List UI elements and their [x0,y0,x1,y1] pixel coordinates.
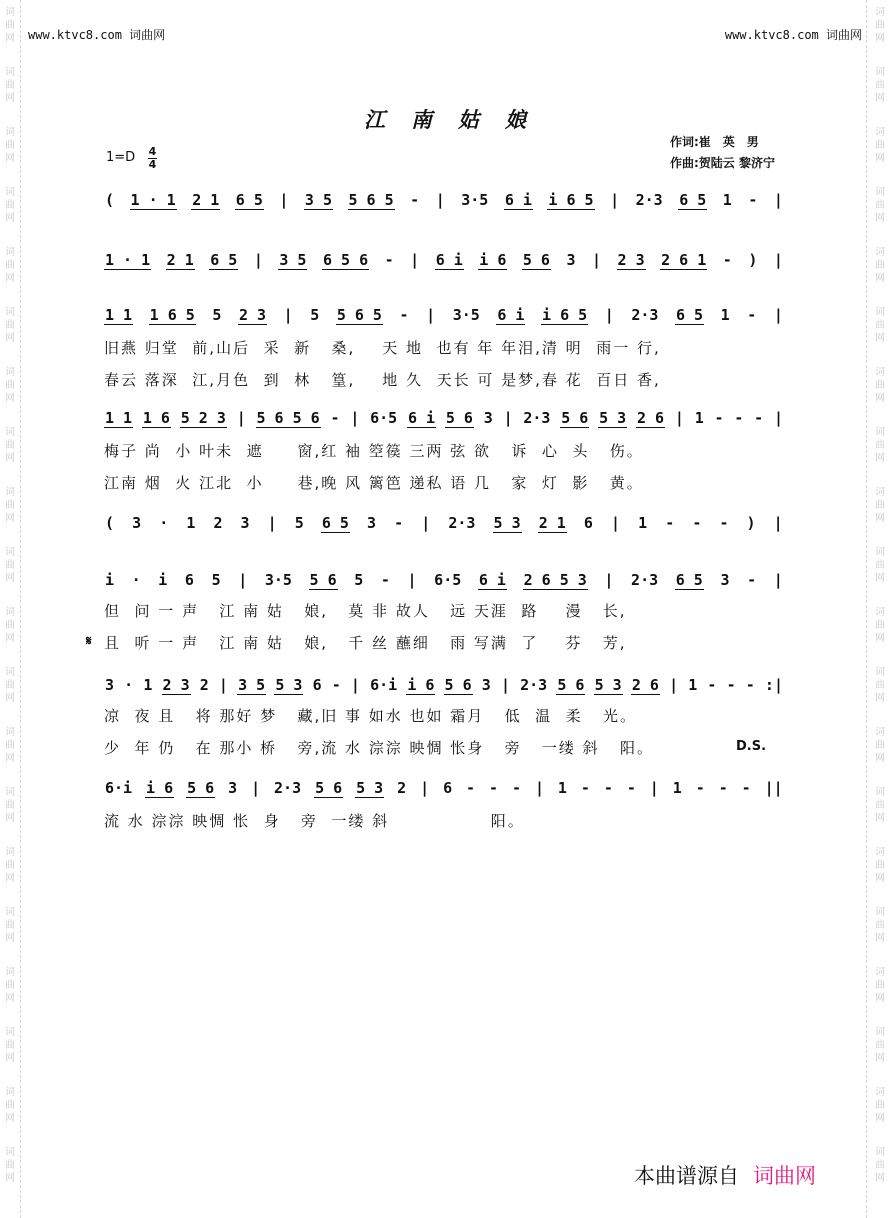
note-group: 5 [294,514,304,532]
barline: | [267,514,277,532]
note-group: 2 6 [637,408,665,427]
watermark-mark: 词 曲 网 [875,727,885,764]
note-group: 3 [240,514,250,532]
watermark-mark: 词 曲 网 [5,847,15,884]
lyricist-credit: 作词:崔 英 男 [670,135,759,149]
note-group: 5 3 [594,675,622,694]
lyric-line: 凉 夜 且 将 那好 梦 藏,旧 事 如水 也如 霜月 低 温 柔 光。 [104,707,637,725]
watermark-mark: 词 曲 网 [875,67,885,104]
notation-row [104,305,784,325]
watermark-mark: 词 曲 网 [875,367,885,404]
note-group: · [159,514,169,532]
watermark-mark: 词 曲 网 [875,1027,885,1064]
note-group: - [745,676,755,694]
note-group: - [741,779,751,797]
watermark-mark: 词 曲 网 [875,907,885,944]
barline: | [773,306,783,324]
song-title: 江南姑娘 [364,107,552,132]
note-group: - [714,409,724,427]
note-group: 5 6 [309,570,337,589]
note-group: 5 6 5 6 [256,408,320,427]
barline: | [611,514,621,532]
note-group: 3 [367,514,377,532]
note-group: 2 3 [238,305,267,324]
note-group: - [695,779,705,797]
watermark-mark: 词 曲 网 [5,247,15,284]
note-group: · [131,571,141,589]
note-group: 6 i [408,408,436,427]
note-group: 6 5 [675,570,703,589]
barline: | [604,306,614,324]
note-group: 5 6 [315,778,343,797]
note-group: 5 [211,571,221,589]
notation-row [104,675,784,695]
barline: | [773,514,783,532]
note-group: - [748,191,758,209]
note-group: 6 i [435,250,463,269]
lyric-line: 但 问 一 声 江 南 姑 娘, 莫 非 故人 远 天涯 路 漫 长, [104,602,627,620]
watermark-mark: 词 曲 网 [5,367,15,404]
left-watermark-strip [0,0,20,1218]
barline: | [435,191,445,209]
watermark-mark: 词 曲 网 [5,547,15,584]
barline: | [669,676,679,694]
note-group: ) [746,514,756,532]
watermark-mark: 词 曲 网 [5,307,15,344]
note-group: 1 [720,306,730,324]
watermark-mark: 词 曲 网 [5,607,15,644]
note-group: - [722,251,732,269]
watermark-mark: 词 曲 网 [5,787,15,824]
note-group: 2 6 [631,675,659,694]
note-group: ) [748,251,758,269]
note-group: - [718,779,728,797]
note-group: 1 1 [105,305,133,324]
note-group: 6 5 [235,190,263,209]
note-group: 3·5 [461,191,489,209]
footer-text: 本曲谱源自 [634,1164,739,1188]
barline: | [407,571,417,589]
note-group: 5 6 [557,675,585,694]
barline: | [253,251,263,269]
footer-source [634,1160,816,1190]
barline: | [604,571,614,589]
lyric-line: 且 听 一 声 江 南 姑 娘, 千 丝 蘸细 雨 写满 了 芬 芳, [104,634,627,652]
note-group: 2·3 [274,779,302,797]
footer-brand-link[interactable]: 词曲网 [753,1164,816,1188]
barline: | [610,191,620,209]
note-group: 5 3 [599,408,627,427]
note-group: 1 [688,676,698,694]
watermark-mark: 词 曲 网 [875,547,885,584]
watermark-mark: 词 曲 网 [875,1147,885,1184]
note-group: - [580,779,590,797]
time-signature [148,146,157,171]
watermark-mark: 词 曲 网 [5,667,15,704]
note-group: 3·5 [264,571,292,589]
barline: | [279,191,289,209]
note-group: 5 6 [187,778,215,797]
note-group: - [707,676,717,694]
note-group: 3·5 [452,306,480,324]
note-group: - [665,514,675,532]
right-border-line [866,0,867,1218]
barline: | [218,676,228,694]
lyric-line: 江南 烟 火 江北 小 巷,晚 风 篱笆 递私 语 几 家 灯 影 黄。 [104,474,644,492]
lyric-line: 少 年 仍 在 那小 桥 旁,流 水 淙淙 映惆 怅身 旁 一缕 斜 阳。 [104,739,654,757]
note-group: i [158,571,168,589]
barline: | [410,251,420,269]
note-group: 5 3 [493,513,521,532]
dal-segno-mark: D.S. [736,739,767,754]
note-group: 2·3 [635,191,663,209]
note-group: 2 3 [617,250,645,269]
watermark-mark: 词 曲 网 [875,7,885,44]
note-group: 1 · 1 [105,250,151,269]
notation-row [104,570,784,590]
segno-mark: 𝄋 [86,634,92,649]
note-group: 1 [694,409,704,427]
notation-row [104,250,784,270]
note-group: 6 i [497,305,525,324]
note-group: 1 6 5 [149,305,195,324]
watermark-mark: 词 曲 网 [875,247,885,284]
note-group: - [734,409,744,427]
note-group: - [747,306,757,324]
note-group: 6 [312,676,322,694]
note-group: 6 5 [676,305,704,324]
note-group: 1 [186,514,196,532]
note-group: 5 [212,306,222,324]
note-group: - [330,409,340,427]
note-group: 2·3 [631,306,659,324]
note-group: 6 [583,514,593,532]
notation-row [104,408,784,428]
watermark-mark: 词 曲 网 [5,427,15,464]
note-group: 6·i [370,676,398,694]
note-group: 5 6 [445,408,473,427]
note-group: - [626,779,636,797]
note-group: 6 [184,571,194,589]
note-group: 1 [557,779,567,797]
barline: | [773,571,783,589]
note-group: i 6 [146,778,174,797]
barline: | [350,409,360,427]
note-group: 5 3 [275,675,303,694]
note-group: 2·3 [448,514,476,532]
note-group: 3 [105,676,115,694]
note-group: 3 [228,779,238,797]
watermark-mark: 词 曲 网 [875,967,885,1004]
note-group: 2 1 [538,513,566,532]
time-signature-bottom: 4 [148,158,157,171]
watermark-mark: 词 曲 网 [5,1087,15,1124]
note-group: ( [105,514,115,532]
note-group: - [466,779,476,797]
note-group: i 6 [407,675,435,694]
note-group: 2 [397,779,407,797]
note-group: i [105,571,115,589]
composer-credit: 作曲:贺陆云 黎济宁 [670,156,775,170]
note-group: 2·3 [523,409,551,427]
lyric-line: 春云 落深 江,月色 到 林 篁, 地 久 天长 可 是梦,春 花 百日 香, [104,371,661,389]
watermark-mark: 词 曲 网 [875,847,885,884]
notation-row [104,513,784,533]
note-group: 5 6 5 [336,305,382,324]
watermark-mark: 词 曲 网 [5,907,15,944]
note-group: 1 · 1 [130,190,176,209]
barline: | [534,779,544,797]
note-group: 1 6 [142,408,170,427]
notation-row [104,778,784,798]
watermark-mark: 词 曲 网 [5,1027,15,1064]
note-group: - [754,409,764,427]
header-site-left[interactable]: www.ktvc8.com 词曲网 [28,28,166,42]
note-group: 1 [638,514,648,532]
note-group: - [747,571,757,589]
note-group: 5 6 [522,250,550,269]
note-group: 5 3 [356,778,384,797]
note-group: 2 1 [166,250,194,269]
watermark-mark: 词 曲 网 [875,787,885,824]
time-signature-top: 4 [148,145,157,158]
watermark-mark: 词 曲 网 [875,607,885,644]
note-group: 6·5 [434,571,462,589]
note-group: 5 [354,571,364,589]
watermark-mark: 词 曲 网 [5,1147,15,1184]
watermark-mark: 词 曲 网 [875,187,885,224]
watermark-mark: 词 曲 网 [5,967,15,1004]
barline: | [421,514,431,532]
header-site-right[interactable]: www.ktvc8.com 词曲网 [724,28,862,42]
lyric-line: 旧燕 归堂 前,山后 采 新 桑, 天 地 也有 年 年泪,清 明 雨一 行, [104,339,661,357]
note-group: 3 [481,676,491,694]
barline: :| [764,676,783,694]
barline: | [503,409,513,427]
note-group: - [394,514,404,532]
note-group: 2·3 [631,571,659,589]
note-group: 1 [143,676,153,694]
note-group: 5 6 [444,675,472,694]
note-group: - [399,306,409,324]
watermark-mark: 词 曲 网 [875,1087,885,1124]
watermark-mark: 词 曲 网 [875,667,885,704]
note-group: i 6 [479,250,507,269]
note-group: i 6 5 [542,305,588,324]
barline: | [426,306,436,324]
key-signature: 1=D [106,150,136,165]
barline: | [592,251,602,269]
note-group: 2 3 [162,675,190,694]
watermark-mark: 词 曲 网 [875,427,885,464]
note-group: i 6 5 [548,190,594,209]
barline: | [283,306,293,324]
note-group: 3 [483,409,493,427]
watermark-mark: 词 曲 网 [5,487,15,524]
barline: | [773,191,783,209]
note-group: 3 5 [238,675,266,694]
lyric-line: 梅子 尚 小 叶未 遮 窗,红 袖 箜篌 三两 弦 欲 诉 心 头 伤。 [104,442,644,460]
note-group: 1 [672,779,682,797]
note-group: 6 5 [679,190,707,209]
barline: | [238,571,248,589]
note-group: - [692,514,702,532]
right-watermark-strip [870,0,890,1218]
watermark-mark: 词 曲 网 [5,727,15,764]
barline: | [649,779,659,797]
note-group: 3 5 [304,190,332,209]
note-group: - [603,779,613,797]
note-group: 3 5 [279,250,307,269]
watermark-mark: 词 曲 网 [875,307,885,344]
barline: || [764,779,783,797]
note-group: 5 6 [561,408,589,427]
barline: | [251,779,261,797]
watermark-mark: 词 曲 网 [5,187,15,224]
barline: | [350,676,360,694]
note-group: 6·i [105,779,133,797]
note-group: 2 6 5 3 [523,570,587,589]
note-group: - [511,779,521,797]
note-group: 5 6 5 [348,190,394,209]
watermark-mark: 词 曲 网 [5,67,15,104]
barline: | [674,409,684,427]
note-group: - [380,571,390,589]
note-group: 1 1 [105,408,133,427]
note-group: 6 5 6 [322,250,369,269]
note-group: 5 2 3 [180,408,226,427]
note-group: · [124,676,134,694]
barline: | [500,676,510,694]
left-border-line [20,0,21,1218]
note-group: - [410,191,420,209]
note-group: 5 [310,306,320,324]
note-group: - [384,251,394,269]
note-group: - [719,514,729,532]
note-group: 6 [443,779,453,797]
note-group: - [331,676,341,694]
note-group: ( [105,191,115,209]
note-group: 2 6 1 [661,250,707,269]
watermark-mark: 词 曲 网 [875,127,885,164]
barline: | [773,409,783,427]
note-group: 2 [199,676,209,694]
note-group: 3 [566,251,576,269]
note-group: 2 1 [192,190,220,209]
note-group: 6 5 [321,513,349,532]
note-group: 6 i [504,190,532,209]
note-group: 1 [722,191,732,209]
note-group: 2 [213,514,223,532]
note-group: 3 [720,571,730,589]
lyric-line: 流 水 淙淙 映惆 怅 身 旁 一缕 斜 阳。 [104,812,525,830]
barline: | [236,409,246,427]
watermark-mark: 词 曲 网 [5,7,15,44]
note-group: 6·5 [370,409,398,427]
note-group: - [489,779,499,797]
note-group: 2·3 [520,676,548,694]
notation-row [104,190,784,210]
note-group: 6 i [478,570,506,589]
note-group: 3 [132,514,142,532]
watermark-mark: 词 曲 网 [5,127,15,164]
note-group: - [726,676,736,694]
barline: | [420,779,430,797]
watermark-mark: 词 曲 网 [875,487,885,524]
note-group: 6 5 [210,250,238,269]
barline: | [773,251,783,269]
